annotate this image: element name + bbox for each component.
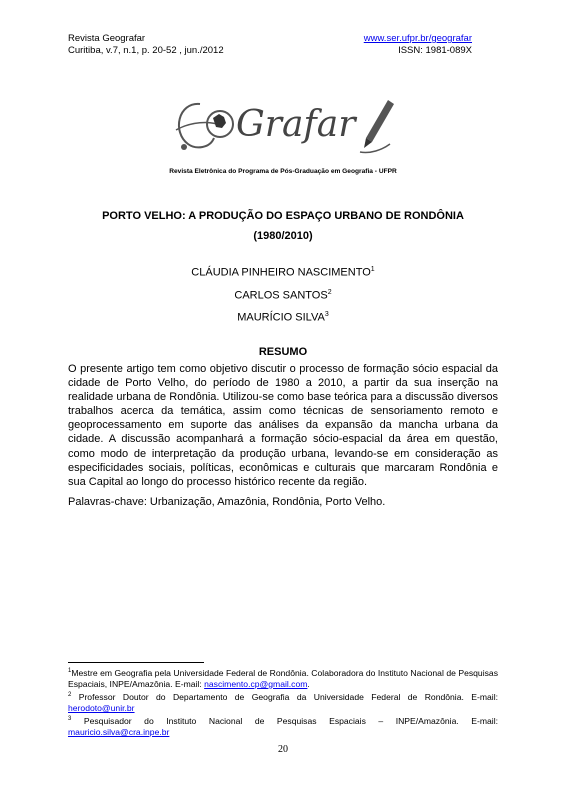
abstract-text: O presente artigo tem como objetivo discutir o processo de formação sócio espacial da cidade de Porto Velho, do período de 1980 a 2010, a partir da sua inserção na realidade urbana de Rondônia. Utilizou-se como base teórica para a discussão diversos trabalhos acerca da temática, assim como técnicas de sensoriamento remoto e geoprocessamento em suporte das análises da expansão da mancha urbana da cidade. A discussão acompanhará a formação sócio-espacial da área em questão, como modo de interpretação da produção urbana, levando-se em consideração as especificidades sociais, políticas, econômicas e culturais que marcaram Rondônia e sua Capital ao longo do processo histórico recente da região. (68, 363, 498, 488)
journal-url-link[interactable]: www.ser.ufpr.br/geografar (363, 33, 472, 44)
footnote-email-link[interactable]: nascimento.cp@gmail.com (204, 678, 308, 689)
author: CARLOS SANTOS$^2$ (234, 288, 332, 302)
footnote: $^3$ Pesquisador do Instituto Nacional de Pesquisas Espaciais – INPE/Amazônia. E-mail: mauricio.silva@cra.inpe.br (68, 715, 498, 738)
running-header-right (364, 33, 472, 57)
abstract-heading: RESUMO (258, 346, 308, 358)
logo-subtitle: Revista Eletrônica do Programa de Pós-Graduação em Geografia - UFPR (169, 168, 397, 175)
journal-citation: Curitiba, v.7, n.1, p. 20-52 , jun./2012 (68, 45, 224, 56)
footnote: $^2$ Professor Doutor do Departamento de Geografia da Universidade Federal de Rondônia. E-mail: herodoto@unir.br (68, 691, 498, 713)
title-line-1: PORTO VELHO: A PRODUÇÃO DO ESPAÇO URBANO DE RONDÔNIA (102, 210, 464, 222)
pen-icon (360, 100, 394, 153)
logo-wordmark: Grafar (236, 104, 356, 145)
author: CLÁUDIA PINHEIRO NASCIMENTO$^1$ (191, 266, 375, 279)
author-list (68, 260, 498, 328)
title-line-2: (1980/2010) (253, 230, 313, 242)
running-header-left (68, 33, 224, 57)
footnotes (68, 666, 498, 738)
footnote: $^1$Mestre em Geografia pela Universidade Federal de Rondônia. Colaboradora do Instituto Nacional de Pesquisas Espaciais, INPE/Amazônia. E-mail: nascimento.cp@gmail.com. (68, 667, 498, 689)
journal-name: Revista Geografar (68, 33, 146, 44)
author: MAURÍCIO SILVA$^3$ (237, 311, 329, 324)
page-number: 20 (278, 744, 288, 755)
footnote-email-link[interactable]: herodoto@unir.br (68, 703, 135, 713)
footnote-separator (68, 662, 204, 663)
footnote-email-link[interactable]: mauricio.silva@cra.inpe.br (68, 727, 170, 738)
journal-logo (170, 92, 400, 162)
logo-globe-land (213, 114, 226, 128)
article-title (68, 206, 498, 246)
journal-issn: ISSN: 1981-089X (398, 45, 472, 56)
keywords: Palavras-chave: Urbanização, Amazônia, Rondônia, Porto Velho. (68, 496, 386, 508)
